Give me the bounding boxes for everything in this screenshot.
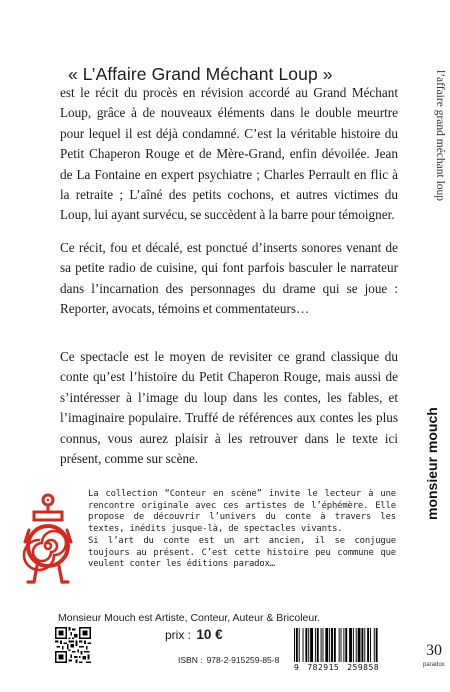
- spine-title: l’affaire grand méchant loup: [434, 70, 446, 202]
- paragraph-1: est le récit du procès en révision accordé au Grand Méchant Loup, grâce à de nouveaux éléments dans le double meurtre pour lequel il est déjà condamné. C’est la véritable histoire du Petit Chaperon Rouge et de Mère-Grand, enfin dévoilée. Jean de La Fontaine en expert psychiatre ; Charles Perrault en flic à la retraite ; L’aîné des petits cochons, et autres victimes du Loup, lui ayant survécu, se succèdent à la barre pour témoigner.: [60, 85, 398, 223]
- red-spiral-figure-logo-icon: [22, 490, 74, 590]
- ean-barcode-icon: [292, 628, 402, 662]
- barcode-digits-group-1: 782915: [307, 663, 340, 672]
- barcode-digit-first: 9: [294, 663, 300, 672]
- isbn: [178, 655, 279, 665]
- collection-description: La collection “Conteur en scène” invite le lecteur à une rencontre originale avec ces artistes de l’éphémère. Elle propose de découvrir l’univers du conte à travers les textes, inédits jusque-là, de spectacles vivants. Si l’art du conte est un art ancien, il se conjugue toujours au présent. C’est cette histoire peu commune que veulent conter les éditions paradox…: [88, 489, 396, 570]
- spine-author: monsieur mouch: [424, 407, 440, 520]
- book-title: « L’Affaire Grand Méchant Loup »: [68, 64, 333, 84]
- paragraph-2: Ce récit, fou et décalé, est ponctué d’inserts sonores venant de sa petite radio de cuisine, qui font parfois basculer le narrateur dans l’incarnation des personnages du drame qui se joue : Reporter, avocats, témoins et commentateurs…: [60, 240, 398, 317]
- isbn-value: 978-2-915259-85-8: [206, 655, 280, 665]
- price: [165, 627, 223, 642]
- barcode-digits-group-2: 259858: [347, 663, 380, 672]
- spine-publisher: paradox: [423, 662, 445, 668]
- author-bio: Monsieur Mouch est Artiste, Conteur, Auteur & Bricoleur.: [58, 612, 321, 624]
- barcode-digits: [294, 663, 404, 672]
- isbn-label: ISBN :: [178, 655, 203, 665]
- spine-number: 30: [426, 642, 442, 659]
- price-value: 10 €: [196, 627, 223, 642]
- price-label: prix :: [165, 628, 192, 642]
- paragraph-3: Ce spectacle est le moyen de revisiter ce grand classique du conte qu’est l’histoire du Petit Chaperon Rouge, mais aussi de s’intéresser à l’image du loup dans les contes, les fables, et l’imaginaire populaire. Truffé de références aux contes les plus connus, vous aurez plaisir à les retrouver dans le texte ici présent, comme sur scène.: [60, 349, 398, 467]
- qr-code-icon: [55, 627, 91, 663]
